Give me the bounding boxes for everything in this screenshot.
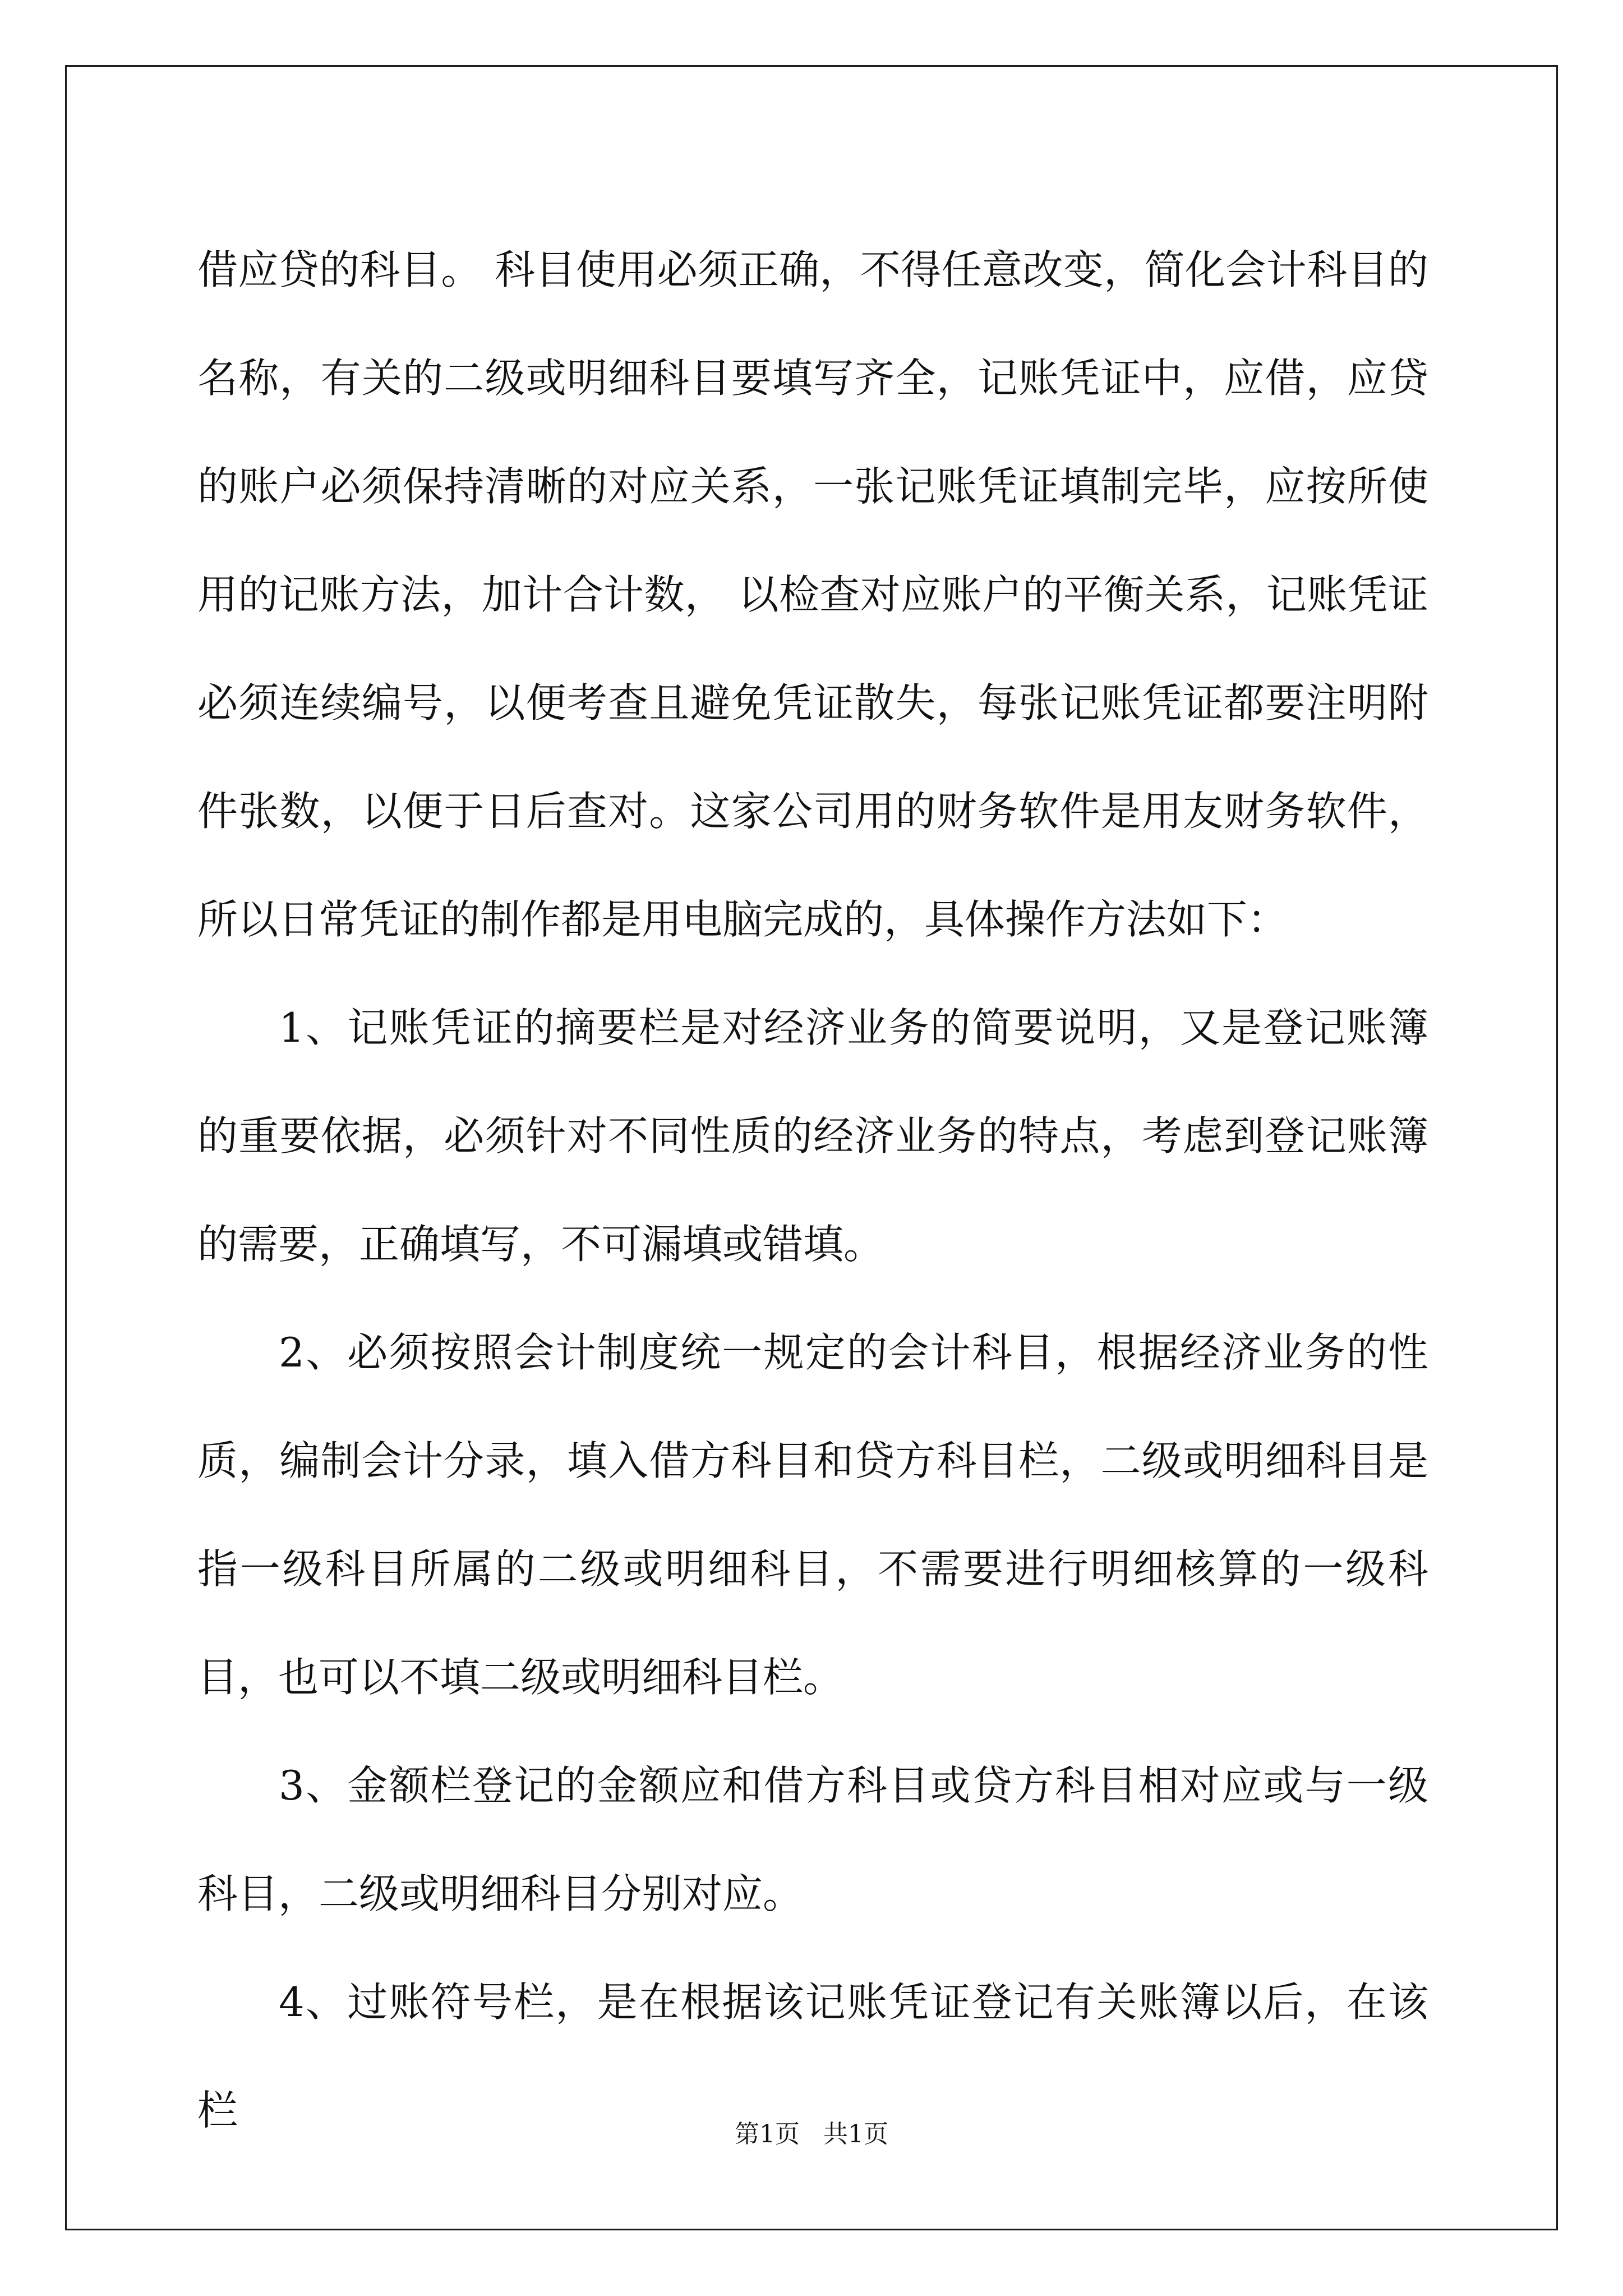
page-footer: 第1页 共1页 [735, 2120, 888, 2148]
paragraph-3: 2、必须按照会计制度统一规定的会计科目，根据经济业务的性质，编制会计分录，填入借方科目和贷方科目栏，二级或明细科目是指一级科目所属的二级或明细科目，不需要进行明细核算的一级科目，也可以不填二级或明细科目栏。 [197, 1329, 1428, 1701]
paragraph-1: 借应贷的科目。 科目使用必须正确，不得任意改变，简化会计科目的名称，有关的二级或明细科目要填写齐全，记账凭证中，应借，应贷的账户必须保持清晰的对应关系，一张记账凭证填制完毕，应按所使用的记账方法，加计合计数， 以检查对应账户的平衡关系，记账凭证必须连续编号，以便考查且避免凭证散失，每张记账凭证都要注明附件张数，以便于日后查对。这家公司用的财务软件是用友财务软件，所以日常凭证的制作都是用电脑完成的，具体操作方法如下： [197, 246, 1428, 943]
paragraph-2: 1、记账凭证的摘要栏是对经济业务的简要说明，又是登记账簿的重要依据，必须针对不同性质的经济业务的特点，考虑到登记账簿的需要，正确填写，不可漏填或错填。 [197, 1004, 1428, 1268]
paragraph-5: 4、过账符号栏，是在根据该记账凭证登记有关账簿以后，在该栏 [197, 1978, 1428, 2134]
paragraph-4: 3、金额栏登记的金额应和借方科目或贷方科目相对应或与一级科目，二级或明细科目分别对应。 [197, 1762, 1428, 1917]
document-body [197, 216, 1428, 2165]
